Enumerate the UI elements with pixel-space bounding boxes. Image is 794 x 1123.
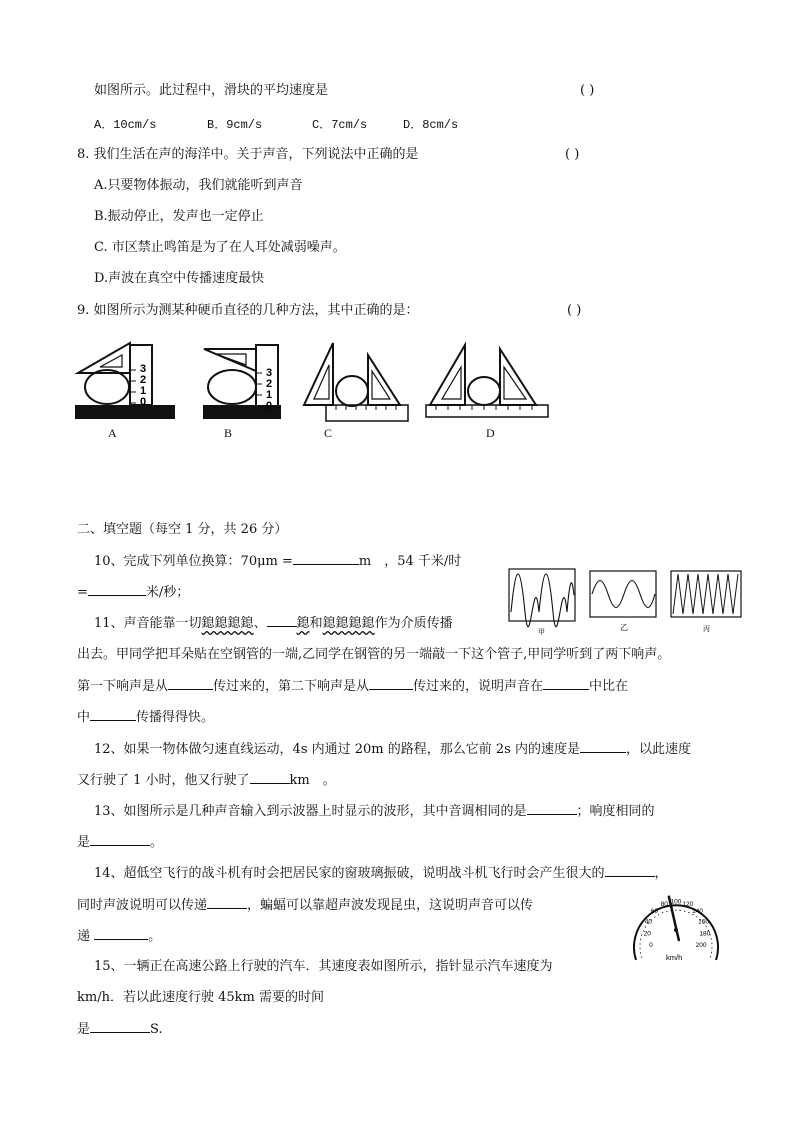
figure-label-c: C bbox=[324, 426, 333, 440]
ruler-b-1: 1 bbox=[266, 389, 273, 401]
speedometer-tick-100: 100 bbox=[670, 898, 682, 906]
q8-paren: ( ) bbox=[565, 147, 580, 162]
q8-option-c: C. 市区禁止鸣笛是为了在人耳处减弱噪声。 bbox=[94, 240, 346, 255]
q12-blank-1[interactable] bbox=[580, 740, 626, 753]
q13-text-d: 。 bbox=[150, 835, 164, 850]
section-title: 二、填空题（每空 1 分，共 26 分） bbox=[77, 522, 288, 537]
ruler-b-0: 0 bbox=[266, 400, 273, 412]
figure-d bbox=[426, 345, 548, 417]
speedometer-tick-20: 20 bbox=[643, 930, 651, 938]
q11-line4 bbox=[77, 708, 214, 727]
q12-text-a: 12、如果一物体做匀速直线运动，4s 内通过 20m 的路程，那么它前 2s 内的速度是 bbox=[94, 742, 580, 757]
wave-label-yi: 乙 bbox=[620, 623, 628, 632]
q8-stem: 8. 我们生活在声的海洋中。关于声音，下列说法中正确的是 bbox=[77, 147, 419, 162]
q14-text-d: ，蝙蝠可以靠超声波发现昆虫，这说明声音可以传 bbox=[247, 898, 534, 913]
oscilloscope-waveforms bbox=[508, 568, 744, 640]
q10-text-b: m ，54 千米/时 bbox=[358, 554, 462, 569]
coin-measure-figure bbox=[70, 335, 560, 425]
q13-text-a: 13、如图所示是几种声音输入到示波器上时显示的波形，其中音调相同的是 bbox=[94, 804, 527, 819]
figure-label-d: D bbox=[486, 426, 495, 440]
q11-text-e: 传过来的，说明声音在 bbox=[413, 679, 544, 694]
q11-medium-3: 鎴鎴鎴鎴 bbox=[322, 616, 375, 631]
speedometer-tick-200: 200 bbox=[695, 942, 707, 949]
q10-text-a: 10、完成下列单位换算：70μm = bbox=[94, 554, 293, 569]
q10-text-d: 米/秒； bbox=[145, 585, 190, 600]
q14-text-b: ， bbox=[654, 866, 668, 881]
q10-line1 bbox=[94, 552, 461, 571]
figure-label-a: A bbox=[108, 426, 117, 440]
q10-blank-1[interactable] bbox=[293, 552, 359, 565]
speedometer-tick-160: 160 bbox=[698, 918, 710, 926]
q11-text-g: 中 bbox=[77, 710, 91, 725]
q7-option-a: A．10cm/s bbox=[94, 118, 157, 132]
q14-text-f: 。 bbox=[148, 929, 162, 944]
q9-stem: 9. 如图所示为测某种硬币直径的几种方法，其中正确的是： bbox=[77, 303, 419, 318]
q15-text-b: S. bbox=[150, 1022, 163, 1037]
q15-blank-1[interactable] bbox=[90, 1020, 150, 1033]
figure-b bbox=[203, 345, 281, 419]
q9-paren: ( ) bbox=[567, 303, 582, 318]
q12-text-b: ，以此速度 bbox=[625, 742, 691, 757]
q11-sep-1: 、 bbox=[253, 616, 267, 631]
ruler-b-2: 2 bbox=[266, 378, 273, 390]
q11-blank-1[interactable] bbox=[168, 677, 213, 690]
q11-line1 bbox=[94, 614, 453, 633]
q15-line1: 15、一辆正在高速公路上行驶的汽车．其速度表如图所示，指针显示汽车速度为 bbox=[94, 959, 553, 974]
figure-c bbox=[304, 343, 408, 421]
q7-option-c: C．7cm/s bbox=[312, 118, 368, 132]
figure-label-b: B bbox=[224, 426, 233, 440]
q11-blank-2[interactable] bbox=[369, 677, 413, 690]
q11-line3 bbox=[77, 677, 628, 696]
ruler-b-3: 3 bbox=[266, 367, 273, 379]
q12-text-d: km 。 bbox=[289, 773, 336, 788]
q11-medium-2: 鎴 bbox=[296, 616, 310, 631]
q11-sep-2: 和 bbox=[309, 616, 323, 631]
q7-paren: ( ) bbox=[580, 83, 595, 98]
q11-blank-0[interactable] bbox=[267, 614, 297, 627]
q11-blank-4[interactable] bbox=[90, 708, 136, 721]
q13-text-c: 是 bbox=[77, 835, 91, 850]
q13-line1 bbox=[94, 802, 655, 821]
q13-line2 bbox=[77, 833, 163, 852]
q10-line2 bbox=[77, 583, 189, 602]
q7-option-d: D．8cm/s bbox=[403, 118, 459, 132]
q12-line2 bbox=[77, 771, 336, 790]
q14-blank-3[interactable] bbox=[94, 927, 148, 940]
ruler-a-1: 1 bbox=[140, 385, 147, 397]
q7-option-b: B．9cm/s bbox=[207, 118, 263, 132]
q8-option-b: B.振动停止，发声也一定停止 bbox=[94, 209, 264, 224]
q13-blank-1[interactable] bbox=[527, 802, 577, 815]
speedometer-tick-180: 180 bbox=[699, 930, 711, 938]
speedometer-tick-140: 140 bbox=[692, 908, 704, 916]
ruler-a-2: 2 bbox=[140, 374, 147, 386]
q8-option-d: D.声波在真空中传播速度最快 bbox=[94, 271, 265, 286]
q10-blank-2[interactable] bbox=[88, 583, 146, 596]
q12-line1 bbox=[94, 740, 691, 759]
q15-line2: km/h．若以此速度行驶 45km 需要的时间 bbox=[77, 990, 324, 1005]
q12-blank-2[interactable] bbox=[250, 771, 290, 784]
q14-text-c: 同时声波说明可以传递 bbox=[77, 898, 208, 913]
q11-line2: 出去。甲同学把耳朵贴在空钢管的一端,乙同学在钢管的另一端敲一下这个管子,甲同学听到了两下响声。 bbox=[77, 647, 671, 662]
q14-text-a: 14、超低空飞行的战斗机有时会把居民家的窗玻璃振破，说明战斗机飞行时会产生很大的 bbox=[94, 866, 605, 881]
q8-option-a: A.只要物体振动，我们就能听到声音 bbox=[94, 178, 303, 193]
q14-line3 bbox=[77, 927, 161, 946]
speedometer-unit: km/h bbox=[666, 953, 683, 962]
speedometer-gauge bbox=[628, 888, 724, 968]
q7-stem: 如图所示。此过程中，滑块的平均速度是 bbox=[94, 83, 329, 98]
speedometer-tick-60: 60 bbox=[650, 908, 659, 916]
q14-line1 bbox=[94, 864, 668, 883]
q11-text-c: 第一下响声是从 bbox=[77, 679, 169, 694]
ruler-a-0: 0 bbox=[140, 396, 147, 408]
q11-blank-3[interactable] bbox=[543, 677, 589, 690]
q10-text-c: = bbox=[77, 585, 88, 600]
wave-label-jia: 甲 bbox=[538, 629, 545, 636]
q13-blank-2[interactable] bbox=[90, 833, 150, 846]
q11-text-f: 中比在 bbox=[589, 679, 629, 694]
q11-text-b: 作为介质传播 bbox=[374, 616, 453, 631]
speedometer-tick-40: 40 bbox=[644, 918, 653, 926]
q14-blank-2[interactable] bbox=[207, 896, 247, 909]
speedometer-tick-80: 80 bbox=[660, 901, 668, 908]
speedometer-tick-120: 120 bbox=[682, 901, 694, 908]
ruler-a-3: 3 bbox=[140, 363, 147, 375]
q12-text-c: 又行驶了 1 小时，他又行驶了 bbox=[77, 773, 250, 788]
q11-text-h: 传播得得快。 bbox=[136, 710, 215, 725]
q15-line3 bbox=[77, 1020, 163, 1039]
q11-text-d: 传过来的，第二下响声是从 bbox=[213, 679, 370, 694]
figure-a bbox=[75, 343, 175, 419]
q11-medium-1: 鎴鎴鎴鎴 bbox=[201, 616, 254, 631]
q11-text-a: 11、声音能靠一切 bbox=[94, 616, 202, 631]
wave-label-bing: 丙 bbox=[703, 626, 710, 633]
q15-text-a: 是 bbox=[77, 1022, 91, 1037]
speedometer-tick-0: 0 bbox=[649, 942, 653, 949]
q14-blank-1[interactable] bbox=[605, 864, 655, 877]
q14-text-e: 递 bbox=[77, 929, 91, 944]
q14-line2 bbox=[77, 896, 533, 915]
q13-text-b: ；响度相同的 bbox=[576, 804, 655, 819]
